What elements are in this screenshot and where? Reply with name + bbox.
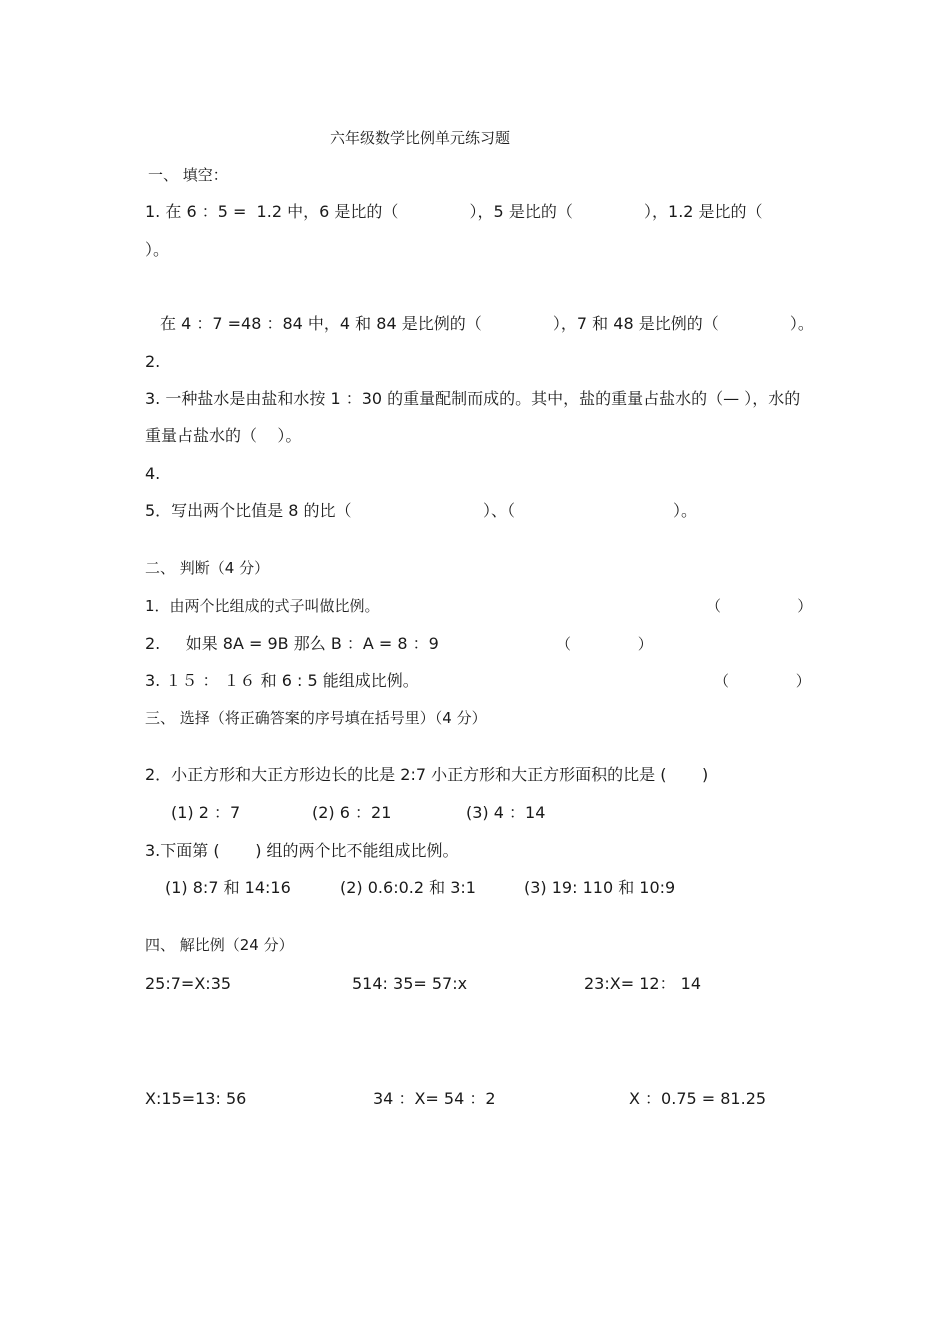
judge-item-1-answer-paren: （ ）: [706, 597, 813, 615]
judge-item-3-answer-paren: （ ）: [714, 672, 811, 690]
question-1-line-2: ）。: [145, 240, 170, 259]
judge-item-2-text: 2. 如果 8A = 9B 那么 B ：A = 8 ：9: [145, 634, 439, 653]
choice-3-option-1: (1) 8:7 和 14:16: [165, 878, 291, 897]
judge-item-2-answer-paren: （ ）: [556, 635, 653, 653]
choice-question-3: 3.下面第 ( ) 组的两个比不能组成比例。: [145, 841, 459, 860]
proportion-5: 34 ：X= 54 ：2: [373, 1089, 496, 1108]
question-2-text: 在 4 ：7 =48 ：84 中，4 和 84 是比例的（ ），7 和 48 是比例的（ ）。: [160, 314, 814, 333]
question-5-paren-separator: ）、（: [483, 501, 516, 520]
choice-2-option-3: (3) 4 ：14: [466, 803, 546, 822]
choice-3-option-2: (2) 0.6:0.2 和 3:1: [340, 878, 476, 897]
choice-question-2: 2．小正方形和大正方形边长的比是 2:7 小正方形和大正方形面积的比是 ( ): [145, 765, 709, 784]
section-1-heading: 一、 填空：: [148, 166, 228, 184]
proportion-6: X ：0.75 = 81.25: [629, 1089, 767, 1108]
section-3-heading: 三、 选择（将正确答案的序号填在括号里）（4 分）: [145, 709, 487, 727]
choice-2-option-1: (1) 2 ：7: [171, 803, 241, 822]
question-5-paren-close: ）。: [673, 501, 698, 520]
question-5-text: 5．写出两个比值是 8 的比（: [145, 501, 352, 520]
question-3-line-2: 重量占盐水的（ ）。: [145, 426, 302, 445]
question-4-number: 4.: [145, 464, 161, 483]
judge-item-1-text: 1．由两个比组成的式子叫做比例。: [145, 597, 380, 615]
question-3-line-1: 3. 一种盐水是由盐和水按 1 ：30 的重量配制而成的。其中，盐的重量占盐水的（— ），水的: [145, 389, 801, 408]
section-2-heading: 二、 判断（4 分）: [145, 559, 270, 577]
proportion-2: 514: 35= 57:x: [352, 974, 468, 993]
proportion-3: 23:X= 12： 14: [584, 974, 702, 993]
page-title: 六年级数学比例单元练习题: [330, 129, 511, 147]
judge-item-3-text: 3. １５ ： １６ 和 6 : 5 能组成比例。: [145, 671, 419, 690]
proportion-4: X:15=13: 56: [145, 1089, 247, 1108]
proportion-1: 25:7=X:35: [145, 974, 232, 993]
section-4-heading: 四、 解比例（24 分）: [145, 936, 294, 954]
choice-3-option-3: (3) 19: 110 和 10:9: [524, 878, 676, 897]
choice-2-option-2: (2) 6 ：21: [312, 803, 392, 822]
question-2-number: 2.: [145, 352, 161, 371]
question-1-line-1: 1. 在 6 ：5 = 1.2 中，6 是比的（ ），5 是比的（ ），1.2 是比的（: [145, 202, 763, 221]
